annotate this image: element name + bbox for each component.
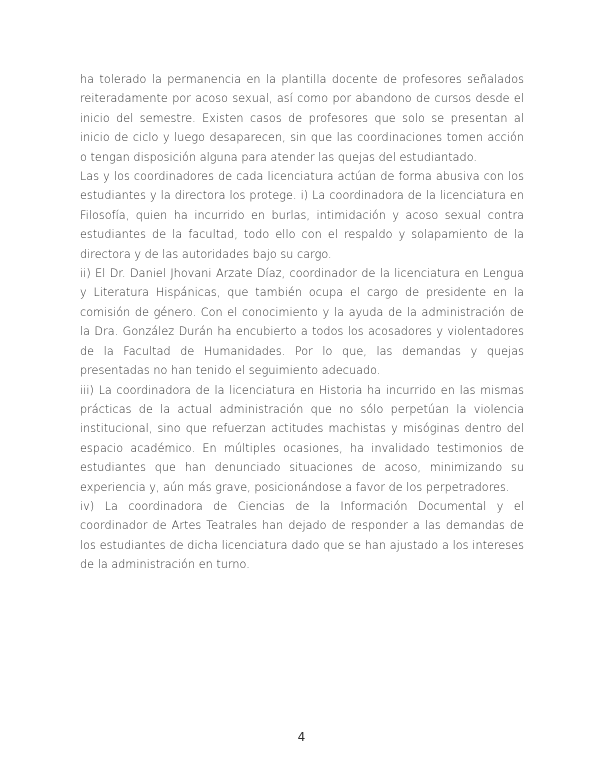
paragraph-coordinators-information-theater: iv) La coordinadora de Ciencias de la Información Documental y el coordinador de Artes Teatrales han dejado de responder a las demandas de los estudiantes de dicha licenciatura dado que se han ajustado a los intereses de la administración en turno.: [80, 499, 524, 572]
paragraph-harassment-tolerance: ha tolerado la permanencia en la plantilla docente de profesores señalados reiteradamente por acoso sexual, así como por abandono de cursos desde el inicio del semestre. Existen casos de profesores que solo se presentan al inicio de ciclo y luego desaparecen, sin que las coordinaciones tomen acción o tengan disposición alguna para atender las quejas del estudiantado.: [80, 73, 524, 164]
paragraph-coordinator-literature: ii) El Dr. Daniel Jhovani Arzate Díaz, coordinador de la licenciatura en Lengua y Literatura Hispánicas, que también ocupa el cargo de presidente en la comisión de género. Con el conocimiento y la ayuda de la administración de la Dra. González Durán ha encubierto a todos los acosadores y violentadores de la Facultad de Humanidades. Por lo que, las demandas y quejas presentadas no han tenido el seguimiento adecuado.: [80, 267, 524, 378]
paragraph-coordinators-philosophy: Las y los coordinadores de cada licenciatura actúan de forma abusiva con los estudiantes y la directora los protege. i) La coordinadora de la licenciatura en Filosofía, quien ha incurrido en burlas, intimidación y acoso sexual contra estudiantes de la facultad, todo ello con el respaldo y solapamiento de la directora y de las autoridades bajo su cargo.: [80, 170, 524, 261]
body-text: [80, 70, 524, 575]
paragraph-coordinator-history: iii) La coordinadora de la licenciatura en Historia ha incurrido en las mismas prácticas de la actual administración que no sólo perpetúan la violencia institucional, sino que refuerzan actitudes machistas y misóginas dentro del espacio académico. En múltiples ocasiones, ha invalidado testimonios de estudiantes que han denunciado situaciones de acoso, minimizando su experiencia y, aún más grave, posicionándose a favor de los perpetradores.: [80, 383, 524, 494]
page-number: 4: [297, 730, 306, 744]
